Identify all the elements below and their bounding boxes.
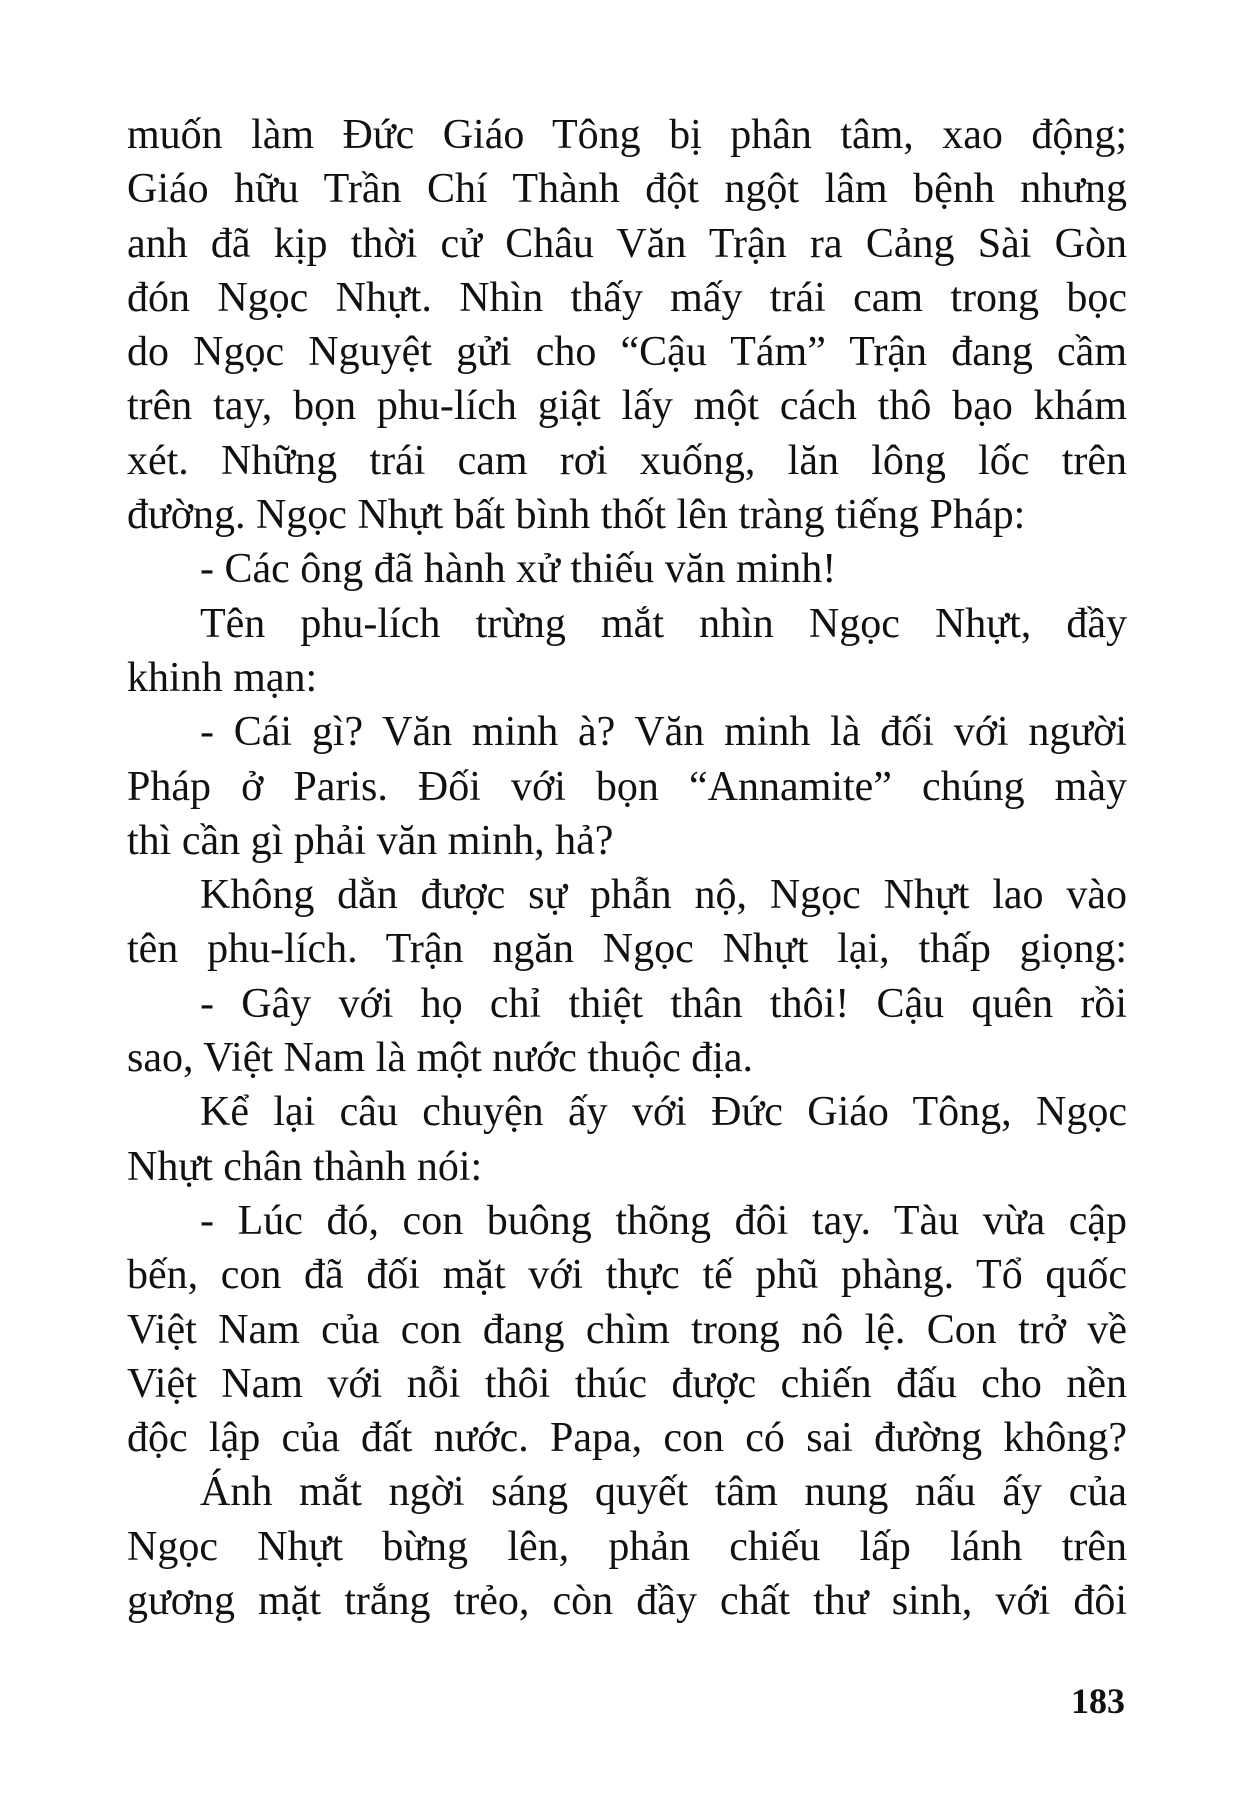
text-line: Không dằn được sự phẫn nộ, Ngọc Nhựt lao vào [200,872,1127,919]
text-line: Nhựt chân thành nói: [127,1143,483,1190]
text-line: đón Ngọc Nhựt. Nhìn thấy mấy trái cam trong bọc [127,274,1127,321]
text-line: Ánh mắt ngời sáng quyết tâm nung nấu ấy của [200,1469,1127,1516]
text-line: khinh mạn: [127,654,318,701]
text-line: xét. Những trái cam rơi xuống, lăn lông lốc trên [127,437,1127,484]
page-number: 183 [1071,1681,1125,1721]
text-line: Pháp ở Paris. Đối với bọn “Annamite” chúng mày [127,763,1127,810]
text-line: sao, Việt Nam là một nước thuộc địa. [127,1035,754,1082]
dialogue-line: - Gây với họ chỉ thiệt thân thôi! Cậu quên rồi [200,980,1127,1027]
text-line: trên tay, bọn phu-lích giật lấy một cách thô bạo khám [127,383,1127,430]
text-line: Tên phu-lích trừng mắt nhìn Ngọc Nhựt, đầy [200,600,1127,647]
text-line: muốn làm Đức Giáo Tông bị phân tâm, xao động; [127,112,1127,158]
dialogue-line: - Cái gì? Văn minh à? Văn minh là đối với người [200,709,1127,756]
dialogue-line: - Các ông đã hành xử thiếu văn minh! [200,546,837,593]
text-line: do Ngọc Nguyệt gửi cho “Cậu Tám” Trận đang cầm [127,329,1127,376]
text-line: đường. Ngọc Nhựt bất bình thốt lên tràng tiếng Pháp: [127,492,1026,539]
dialogue-line: - Lúc đó, con buông thõng đôi tay. Tàu vừa cập [200,1197,1127,1244]
text-line: gương mặt trắng trẻo, còn đầy chất thư sinh, với đôi [127,1578,1127,1625]
text-line: Giáo hữu Trần Chí Thành đột ngột lâm bệnh nhưng [127,166,1127,213]
text-line: anh đã kịp thời cử Châu Văn Trận ra Cảng Sài Gòn [127,220,1127,267]
text-line: Việt Nam của con đang chìm trong nô lệ. Con trở về [127,1306,1127,1353]
text-line: Việt Nam với nỗi thôi thúc được chiến đấu cho nền [127,1360,1127,1407]
text-line: độc lập của đất nước. Papa, con có sai đường không? [127,1415,1127,1462]
text-line: Kể lại câu chuyện ấy với Đức Giáo Tông, Ngọc [200,1089,1127,1136]
body-text [127,108,1127,1628]
text-line: bến, con đã đối mặt với thực tế phũ phàng. Tổ quốc [127,1252,1127,1299]
text-line: Ngọc Nhựt bừng lên, phản chiếu lấp lánh trên [127,1523,1127,1570]
text-line: thì cần gì phải văn minh, hả? [127,817,614,864]
text-line: tên phu-lích. Trận ngăn Ngọc Nhựt lại, thấp giọng: [127,926,1127,973]
